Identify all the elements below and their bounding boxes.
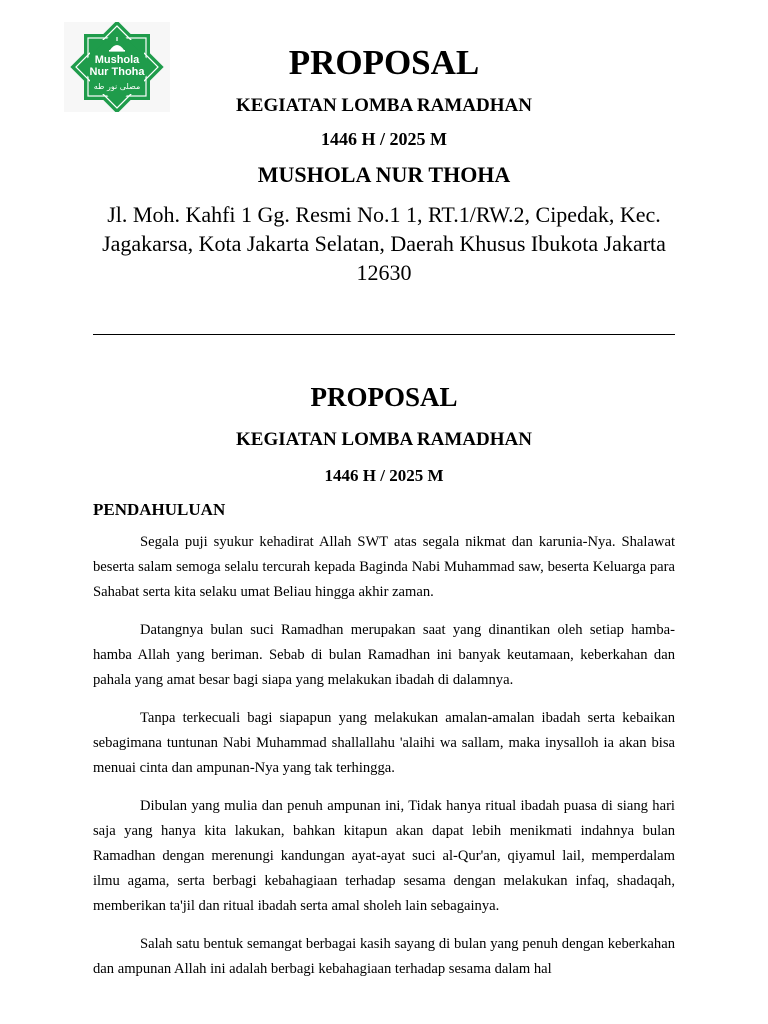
letterhead <box>93 40 675 287</box>
logo-line2: Nur Thoha <box>89 66 145 78</box>
header-divider <box>93 334 675 335</box>
paragraph: Segala puji syukur kehadirat Allah SWT atas segala nikmat dan karunia-Nya. Shalawat beserta salam semoga selalu tercurah kepada Baginda Nabi Muhammad saw, beserta Keluarga para Sahabat serta kita selaku umat Beliau hingga akhir zaman. <box>93 534 675 600</box>
logo-line1: Mushola <box>94 54 140 66</box>
header-address: Jl. Moh. Kahfi 1 Gg. Resmi No.1 1, RT.1/RW.2, Cipedak, Kec. Jagakarsa, Kota Jakarta Selatan, Daerah Khusus Ibukota Jakarta 12630 <box>102 202 666 285</box>
header-year: 1446 H / 2025 M <box>321 129 447 149</box>
paragraph: Tanpa terkecuali bagi siapapun yang melakukan amalan-amalan ibadah serta kebaikan sebagimana tuntunan Nabi Muhammad shallallahu 'alaihi wa sallam, maka inysalloh ia akan bisa menuai cinta dan ampunan-Nya yang tak terhingga. <box>93 710 675 776</box>
section-heading: PENDAHULUAN <box>93 500 226 519</box>
body-subtitle: KEGIATAN LOMBA RAMADHAN <box>236 429 532 450</box>
header-subtitle: KEGIATAN LOMBA RAMADHAN <box>236 95 532 116</box>
header-org-name: MUSHOLA NUR THOHA <box>257 162 511 187</box>
paragraph: Dibulan yang mulia dan penuh ampunan ini, Tidak hanya ritual ibadah puasa di siang hari saja yang hanya kita lakukan, bahkan kitapun akan dapat lebih menikmati indahnya bulan Ramadhan dengan merenungi kandungan ayat-ayat suci al-Qur'an, qiyamul lail, memperdalam ilmu agama, serta berbagi kebahagiaan terhadap sesama dengan melakukan infaq, shadaqah, memberikan ta'jil dan ritual ibadah serta amal sholeh lain sebagainya. <box>93 798 675 914</box>
document-body <box>93 380 675 982</box>
body-year: 1446 H / 2025 M <box>324 466 444 485</box>
header-title: PROPOSAL <box>288 43 480 82</box>
paragraph: Salah satu bentuk semangat berbagai kasih sayang di bulan yang penuh dengan keberkahan dan ampunan Allah ini adalah berbagi kebahagiaan terhadap sesama dalam hal <box>93 936 675 977</box>
body-title: PROPOSAL <box>310 382 458 412</box>
logo-arabic: مصلى نور طه <box>93 82 141 91</box>
paragraph: Datangnya bulan suci Ramadhan merupakan saat yang dinantikan oleh setiap hamba-hamba Allah yang beriman. Sebab di bulan Ramadhan ini banyak keutamaan, keberkahan dan pahala yang amat besar bagi siapa yang melakukan ibadah di dalamnya. <box>93 622 675 688</box>
